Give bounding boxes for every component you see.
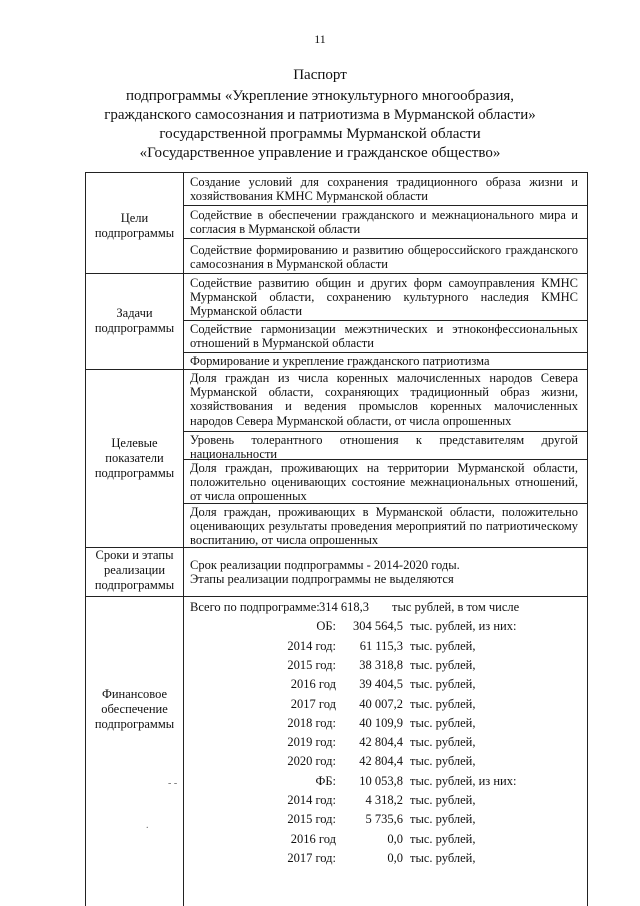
finance-line-value: 304 564,5 [353, 619, 403, 633]
indicators-label: Целевые показатели подпрограммы [94, 436, 175, 480]
page-number: 11 [314, 32, 326, 46]
finance-line-value: 10 053,8 [359, 774, 403, 788]
indicator-item: Доля граждан, проживающих на территории Мурманской области, положительно оценивающих состояние межнациональных отношений, от числа опрошенных [190, 461, 578, 504]
finance-line-unit: тыс. рублей, [410, 677, 476, 691]
finance-line-label: 2019 год: [287, 735, 336, 749]
finance-line-label: 2014 год: [287, 793, 336, 807]
row-divider [86, 596, 587, 597]
finance-line-value: 0,0 [387, 832, 403, 846]
finance-line-value: 39 404,5 [359, 677, 403, 691]
task-item: Формирование и укрепление гражданского патриотизма [190, 354, 490, 368]
finance-line-unit: тыс. рублей, [410, 697, 476, 711]
finance-line-value: 40 109,9 [359, 716, 403, 730]
document-title: Паспорт [293, 67, 347, 83]
finance-line-label: 2016 год [290, 832, 336, 846]
finance-line-unit: тыс. рублей, [410, 658, 476, 672]
task-item: Содействие гармонизации межэтнических и этноконфессиональных отношений в Мурманской области [190, 322, 578, 351]
finance-line-label: 2016 год [290, 677, 336, 691]
row-divider [183, 431, 587, 432]
subtitle-line-4: «Государственное управление и гражданское общество» [139, 145, 501, 161]
terms-label: Сроки и этапы реализации подпрограммы [94, 548, 175, 592]
finance-line-value: 38 318,8 [359, 658, 403, 672]
task-item: Содействие развитию общин и других форм самоуправления КМНС Мурманской области, сохранению культурного наследия КМНС Мурманской области [190, 276, 578, 319]
finance-line-value: 4 318,2 [365, 793, 403, 807]
indicator-item: Доля граждан из числа коренных малочисленных народов Севера Мурманской области, сохраняющих традиционный образ жизни, хозяйствования и ведения промыслов коренных малочисленных народов Севера Мурманской области, от числа опрошенных [190, 371, 578, 428]
subtitle-line-2: гражданского самосознания и патриотизма в Мурманской области» [104, 107, 536, 123]
finance-line-value: 61 115,3 [359, 639, 403, 653]
finance-line-label: 2020 год: [287, 754, 336, 768]
finance-line-unit: тыс. рублей, [410, 793, 476, 807]
finance-line-label: 2018 год: [287, 716, 336, 730]
indicator-item: Доля граждан, проживающих в Мурманской области, положительно оценивающих результаты проведения мероприятий по патриотическому воспитанию, от числа опрошенных [190, 505, 578, 548]
row-divider [183, 320, 587, 321]
finance-line-unit: тыс. рублей, из них: [410, 774, 517, 788]
finance-line-unit: тыс. рублей, [410, 851, 476, 865]
finance-total-label: Всего по подпрограмме: [190, 600, 320, 614]
goal-item: Содействие в обеспечении гражданского и межнационального мира и согласия в Мурманской области [190, 208, 578, 237]
finance-line-label: 2017 год [290, 697, 336, 711]
finance-line-label: 2017 год: [287, 851, 336, 865]
goal-item: Создание условий для сохранения традиционного образа жизни и хозяйствования КМНС Мурманской области [190, 175, 578, 204]
row-divider [183, 352, 587, 353]
goals-label: Цели подпрограммы [94, 211, 175, 240]
subtitle-line-1: подпрограммы «Укрепление этнокультурного многообразия, [125, 88, 515, 104]
subtitle-line-3: государственной программы Мурманской области [159, 126, 481, 142]
finance-line-value: 42 804,4 [359, 754, 403, 768]
finance-line-label: 2015 год: [287, 812, 336, 826]
row-divider [183, 238, 587, 239]
passport-table [85, 172, 588, 906]
finance-line-value: 0,0 [387, 851, 403, 865]
goal-item: Содействие формированию и развитию общероссийского гражданского самосознания в Мурманской области [190, 243, 578, 272]
finance-line-value: 5 735,6 [365, 812, 403, 826]
indicator-item: Уровень толерантного отношения к представителям другой национальности [190, 433, 578, 462]
finance-line-unit: тыс. рублей, [410, 716, 476, 730]
scan-mark: - - [168, 778, 178, 789]
finance-line-unit: тыс. рублей, [410, 639, 476, 653]
finance-line-label: ФБ: [315, 774, 336, 788]
finance-line-unit: тыс. рублей, [410, 754, 476, 768]
finance-line-label: 2014 год: [287, 639, 336, 653]
finance-label: Финансовое обеспечение подпрограммы [94, 687, 175, 731]
finance-total-unit: тыс рублей, в том числе [392, 600, 520, 614]
terms-line: Срок реализации подпрограммы - 2014-2020 годы. [190, 558, 460, 572]
row-divider [86, 369, 587, 370]
terms-line: Этапы реализации подпрограммы не выделяются [190, 572, 454, 586]
row-divider [183, 205, 587, 206]
finance-total-value: 314 618,3 [319, 600, 369, 614]
finance-line-label: ОБ: [316, 619, 336, 633]
tasks-label: Задачи подпрограммы [94, 306, 175, 335]
scan-mark: . [146, 820, 149, 831]
finance-line-value: 40 007,2 [359, 697, 403, 711]
finance-line-unit: тыс. рублей, [410, 832, 476, 846]
finance-line-label: 2015 год: [287, 658, 336, 672]
finance-line-unit: тыс. рублей, [410, 735, 476, 749]
finance-line-value: 42 804,4 [359, 735, 403, 749]
row-divider [86, 273, 587, 274]
finance-line-unit: тыс. рублей, из них: [410, 619, 517, 633]
finance-line-unit: тыс. рублей, [410, 812, 476, 826]
